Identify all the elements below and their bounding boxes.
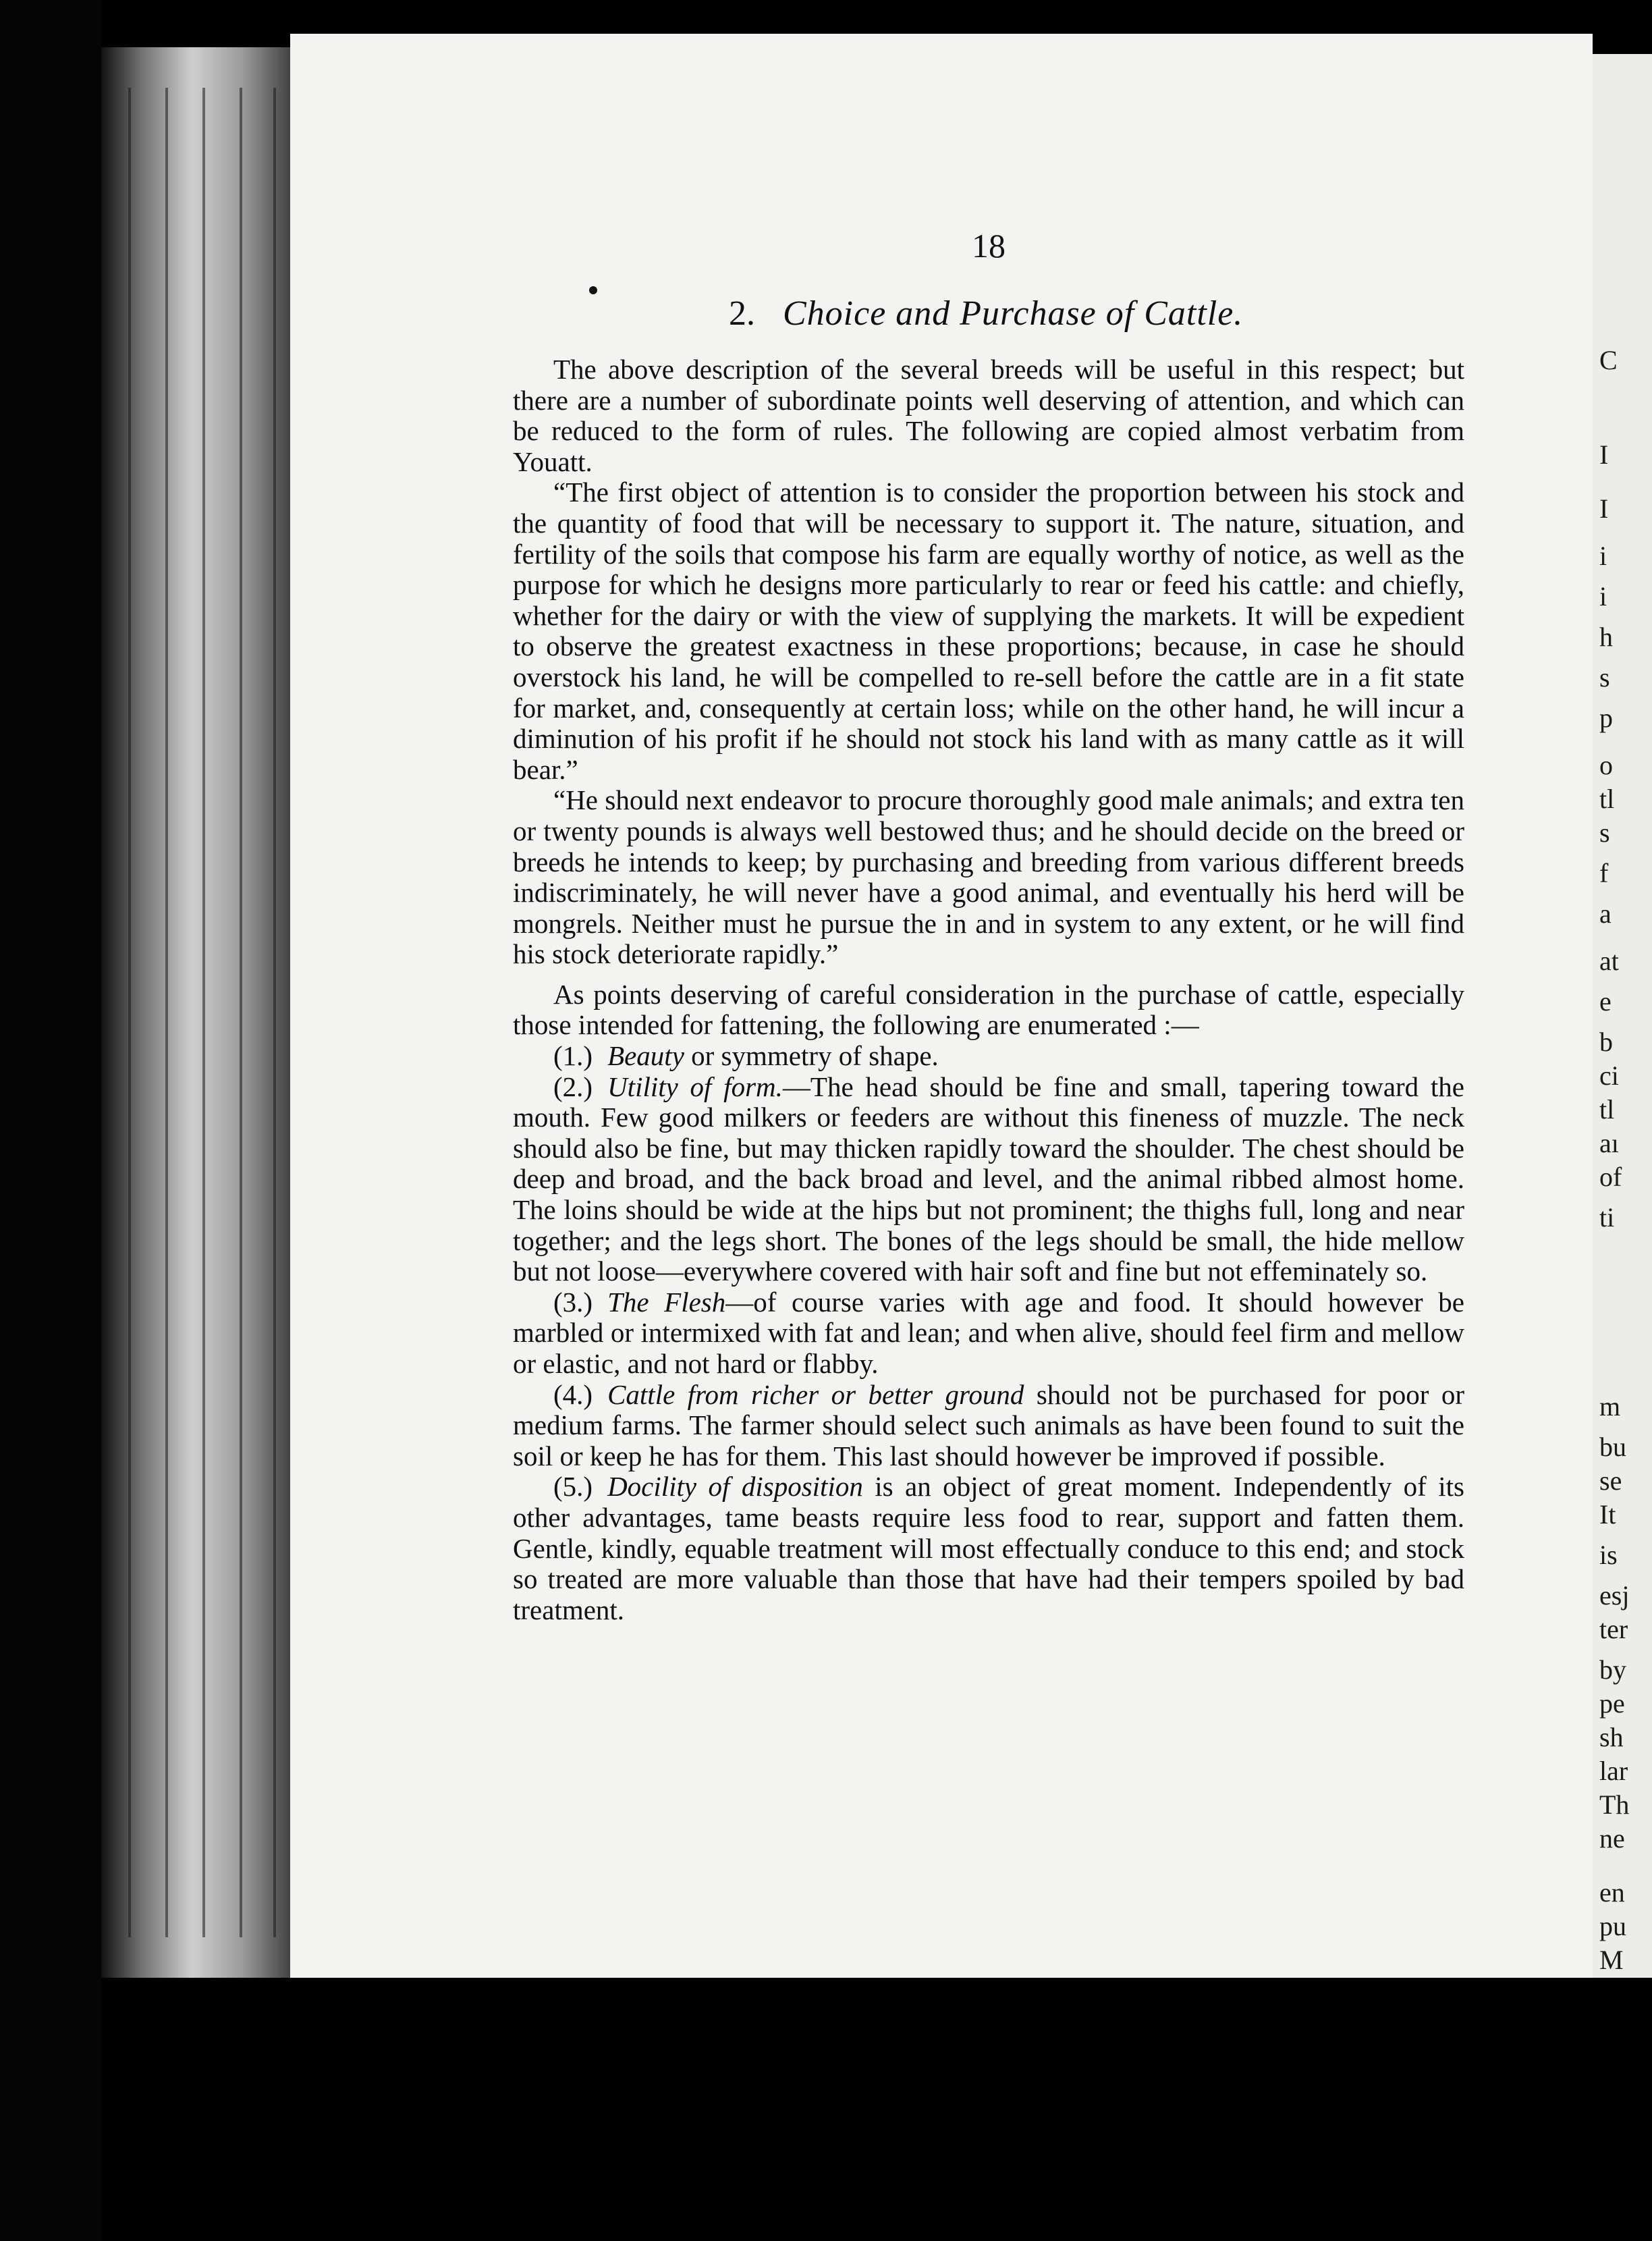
adjacent-page-text-fragment: ci <box>1599 1060 1619 1091</box>
item-text: or symmetry of shape. <box>684 1040 939 1072</box>
adjacent-page-text-fragment: ter <box>1599 1614 1628 1644</box>
adjacent-page-text-fragment: aı <box>1599 1128 1619 1158</box>
section-heading <box>729 294 1243 333</box>
item-number: (2.) <box>553 1071 593 1102</box>
scan-border-bottom <box>101 1978 1652 2241</box>
item-text: —of course varies with age and food. It should however be marbled or intermixed with fat and lean; and when alive, should feel firm and mellow or elastic, and not hard or flabby. <box>513 1286 1465 1379</box>
adjacent-page-text-fragment: lar <box>1599 1756 1628 1786</box>
adjacent-page-text-fragment: I <box>1599 493 1609 524</box>
adjacent-page-text-fragment: It <box>1599 1499 1616 1530</box>
adjacent-page-text-fragment: tl <box>1599 784 1615 814</box>
adjacent-page-text-fragment: ti <box>1599 1202 1615 1233</box>
item-title: Docility of disposition <box>607 1471 863 1503</box>
adjacent-page-edge <box>1593 54 1652 1985</box>
adjacent-page-text-fragment: e <box>1599 986 1612 1017</box>
paragraph: “He should next endeavor to procure thoroughly good male animals; and extra ten or twenty pounds is always well bestowed thus; and he should decide on the breed or breeds he intends to keep; by purchasing and breeding from various different breeds indiscriminately, he will never have a good animal, and eventually his herd will be mongrels. Neither must he pursue the in and in system to any extent, or he will find his stock deteriorate rapidly.” <box>513 784 1464 970</box>
item-title: Cattle from richer or better ground <box>607 1378 1024 1410</box>
item-number: (5.) <box>553 1471 593 1503</box>
list-item <box>513 1472 1464 1625</box>
item-text: —The head should be fine and small, tapering toward the mouth. Few good milkers or feeders are without this fineness of muzzle. The neck should also be fine, but may thicken rapidly toward the shoulder. The chest should be deep and broad, and the back broad and level, and the animal ribbed almost home. The loins should be wide at the hips but not prominent; the thighs full, long and near together; and the legs short. The bones of the legs should be small, the hide mellow but not loose—everywhere covered with hair soft and fine but not effeminately so. <box>513 1071 1464 1287</box>
adjacent-page-text-fragment: ne <box>1599 1823 1625 1854</box>
spine-page-edge <box>273 88 276 1937</box>
item-title: The Flesh <box>607 1286 726 1318</box>
spine-page-edge <box>165 88 168 1937</box>
adjacent-page-text-fragment: pu <box>1599 1911 1626 1941</box>
adjacent-page-text-fragment: is <box>1599 1540 1618 1570</box>
adjacent-page-text-fragment: f <box>1599 858 1609 888</box>
adjacent-page-text-fragment: bu <box>1599 1432 1626 1462</box>
list-item <box>513 1287 1464 1380</box>
adjacent-page-text-fragment: C <box>1599 345 1618 375</box>
adjacent-page-text-fragment: i <box>1599 541 1607 571</box>
item-text: should not be purchased for poor or medium farms. The farmer should select such animals as have been found to suit the soil or keep he has for them. This last should however be improved if possible. <box>513 1378 1464 1472</box>
adjacent-page-text-fragment: se <box>1599 1465 1622 1496</box>
adjacent-page-text-fragment: sh <box>1599 1722 1624 1752</box>
adjacent-page-text-fragment: m <box>1599 1391 1621 1422</box>
adjacent-page-text-fragment: i <box>1599 581 1607 612</box>
adjacent-page-text-fragment: en <box>1599 1877 1625 1908</box>
paragraph: “The first object of attention is to consider the proportion between his stock and the quantity of food that will be necessary to support it. The nature, situation, and fertility of the soils that compose his farm are equally worthy of notice, as well as the purpose for which he designs more particularly to rear or feed his cattle: and chiefly, whether for the dairy or with the view of supplying the markets. It will be expedient to observe the greatest exactness in these proportions; because, in case he should overstock his land, he will be compelled to re-sell before the cattle are in a fit state for market, and, consequently at certain loss; while on the other hand, he will incur a diminution of his profit if he should not stock his land with as many cattle as it will bear.” <box>513 477 1464 785</box>
adjacent-page-text-fragment: esj <box>1599 1580 1630 1611</box>
scan-border-left <box>0 0 101 2241</box>
adjacent-page-text-fragment: pe <box>1599 1688 1625 1719</box>
ink-spot <box>589 286 597 294</box>
adjacent-page-text-fragment: b <box>1599 1027 1613 1057</box>
page-number: 18 <box>972 227 1006 265</box>
adjacent-page-text-fragment: at <box>1599 946 1619 976</box>
item-title: Utility of form. <box>607 1071 783 1102</box>
adjacent-page-text-fragment: p <box>1599 703 1613 733</box>
book-spine <box>101 47 304 1978</box>
adjacent-page-text-fragment: of <box>1599 1162 1622 1192</box>
body-text <box>513 354 1464 1625</box>
item-number: (1.) <box>553 1040 593 1072</box>
adjacent-page-text-fragment: s <box>1599 662 1610 693</box>
paragraph: The above description of the several breeds will be useful in this respect; but there are a number of subordinate points well deserving of attention, and which can be reduced to the form of rules. The following are copied almost verbatim from Youatt. <box>513 354 1464 477</box>
adjacent-page-text-fragment: tl <box>1599 1094 1615 1125</box>
section-title: Choice and Purchase of Cattle. <box>783 294 1244 333</box>
list-item <box>513 1072 1464 1287</box>
adjacent-page-text-fragment: Th <box>1599 1789 1630 1820</box>
spine-page-edge <box>128 88 131 1937</box>
item-number: (4.) <box>553 1378 593 1410</box>
adjacent-page-text-fragment: s <box>1599 817 1610 848</box>
adjacent-page-text-fragment: by <box>1599 1654 1626 1685</box>
item-number: (3.) <box>553 1286 593 1318</box>
adjacent-page-text-fragment: M <box>1599 1945 1624 1975</box>
list-item <box>513 1041 1464 1072</box>
list-item <box>513 1380 1464 1472</box>
adjacent-page-text-fragment: o <box>1599 750 1613 780</box>
section-number: 2. <box>729 294 755 333</box>
adjacent-page-text-fragment: I <box>1599 439 1609 470</box>
paragraph: As points deserving of careful consideration in the purchase of cattle, especially those intended for fattening, the following are enumerated :— <box>513 978 1464 1041</box>
spine-page-edge <box>202 88 205 1937</box>
spine-page-edge <box>240 88 242 1937</box>
adjacent-page-text-fragment: h <box>1599 622 1613 652</box>
item-text: is an object of great moment. Independently of its other advantages, tame beasts require less food to rear, support and fatten them. Gentle, kindly, equable treatment will most effectually conduce to this end; and stock so treated are more valuable than those that have had their tempers spoiled by bad treatment. <box>513 1471 1464 1625</box>
adjacent-page-text-fragment: a <box>1599 898 1612 929</box>
item-title: Beauty <box>607 1040 684 1072</box>
